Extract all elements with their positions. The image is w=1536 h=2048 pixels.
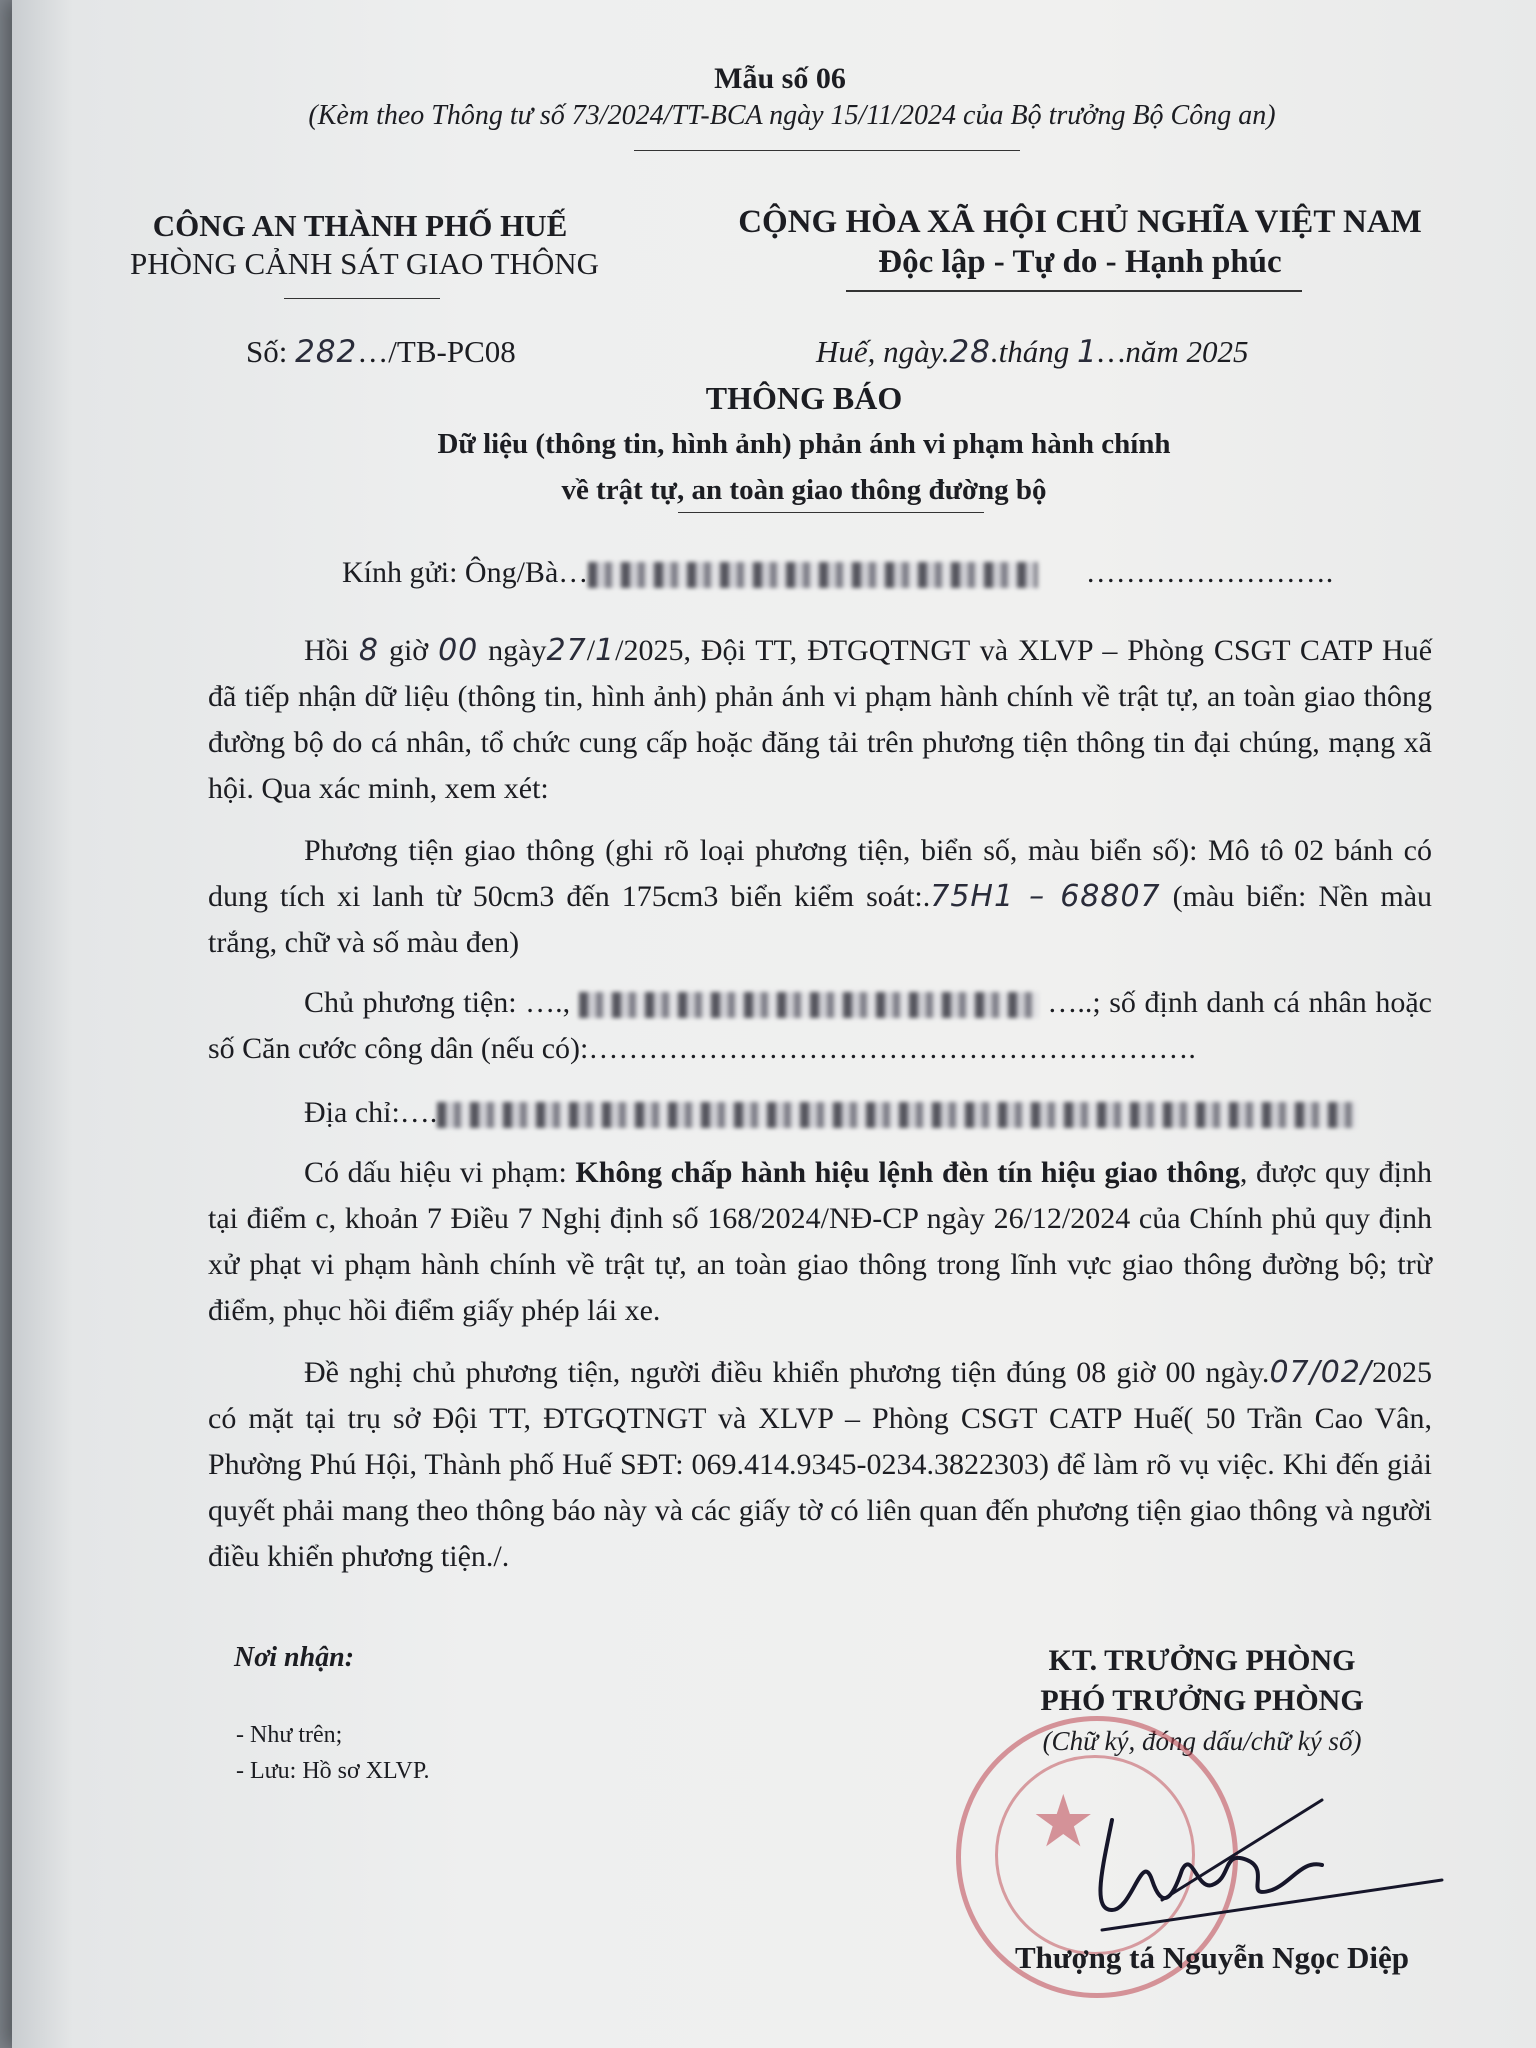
paragraph-receipt: Hồi 8 giờ 00 ngày27/1/2025, Đội TT, ĐTGQTNGT và XLVP – Phòng CSGT CATP Huế đã tiếp nhận dữ liệu (thông tin, hình ảnh) phản ánh vi phạm hành chính về trật tự, an toàn giao thông đường bộ do cá nhân, tổ chức cung cấp hoặc đăng tải trên phương tiện thông tin đại chúng, mạng xã hội. Qua xác minh, xem xét: [208,633,1433,805]
redacted-address [437,1102,1357,1128]
handwritten-signature [1072,1790,1452,1940]
agency-name: CÔNG AN THÀNH PHỐ HUẾ [152,208,568,243]
motto-underline [846,290,1302,292]
notice-title: THÔNG BÁO [705,380,903,416]
redacted-name [588,562,1038,588]
hour-handwritten: 8 [358,633,380,668]
doc-number: Số: 282…/TB-PC08 [246,334,516,370]
minute-handwritten: 00 [438,633,479,668]
form-reference: (Kèm theo Thông tư số 73/2024/TT-BCA ngày 15/11/2024 của Bộ trưởng Bộ Công an) [308,100,1276,131]
date-month-handwritten: 1 [1077,334,1098,370]
month-handwritten: 1 [595,633,616,668]
redacted-owner [579,992,1039,1018]
star-icon: ★ [1031,1779,1096,1863]
paragraph-owner: Chủ phương tiện: …., …..; số định danh cá nhân hoặc số Căn cước công dân (nếu có):……………………………………………………. [208,986,1432,1065]
violation-text: Không chấp hành hiệu lệnh đèn tín hiệu giao thông [575,1156,1240,1189]
plate-handwritten: 75H1 – 68807 [930,879,1161,914]
notice-subtitle-1: Dữ liệu (thông tin, hình ảnh) phản ánh vi phạm hành chính [437,428,1171,460]
header-divider [634,150,1020,151]
notice-subtitle-2: về trật tự, an toàn giao thông đường bộ [561,474,1047,506]
recipient-line: Kính gửi: Ông/Bà… ……………………. [342,556,1334,589]
signer-title-1: KT. TRƯỞNG PHÒNG [1048,1644,1356,1677]
paragraph-violation: Có dấu hiệu vi phạm: Không chấp hành hiệu lệnh đèn tín hiệu giao thông, được quy định tại điểm c, khoản 7 Điều 7 Nghị định số 168/2024/NĐ-CP ngày 26/12/2024 của Chính phủ quy định xử phạt vi phạm hành chính về trật tự, an toàn giao thông trong lĩnh vực giao thông đường bộ; trừ điểm, phục hồi điểm giấy phép lái xe. [208,1156,1433,1327]
signature-note: (Chữ ký, đóng dấu/chữ ký số) [1042,1726,1362,1756]
national-motto: Độc lập - Tự do - Hạnh phúc [878,244,1282,280]
title-underline [678,512,984,513]
doc-number-handwritten: 282 [295,334,358,370]
agency-department: PHÒNG CẢNH SÁT GIAO THÔNG [130,246,600,281]
day-handwritten: 27 [546,633,587,668]
paragraph-request: Đề nghị chủ phương tiện, người điều khiển phương tiện đúng 08 giờ 00 ngày.07/02/2025 có mặt tại trụ sở Đội TT, ĐTGQTNGT và XLVP – Phòng CSGT CATP Huế( 50 Trần Cao Vân, Phường Phú Hội, Thành phố Huế SĐT: 069.414.9345-0234.3822303) để làm rõ vụ việc. Khi đến giải quyết phải mang theo thông báo này và các giấy tờ có liên quan đến phương tiện giao thông và người điều khiển phương tiện./. [208,1355,1432,1573]
recipients-item-2: - Lưu: Hồ sơ XLVP. [236,1758,430,1784]
appointment-date-handwritten: 07/02/ [1269,1355,1372,1390]
document-page [12,0,1536,2048]
signer-name: Thượng tá Nguyễn Ngọc Diệp [1014,1940,1410,1975]
agency-underline [284,298,440,299]
signer-title-2: PHÓ TRƯỞNG PHÒNG [1040,1684,1364,1717]
date-day-handwritten: 28 [949,334,991,370]
national-title: CỘNG HÒA XÃ HỘI CHỦ NGHĨA VIỆT NAM [738,204,1422,240]
paragraph-address: Địa chỉ:…. [208,1090,1432,1136]
recipients-item-1: - Như trên; [236,1722,343,1748]
recipients-label: Nơi nhận: [234,1642,355,1673]
paragraph-vehicle: Phương tiện giao thông (ghi rõ loại phương tiện, biển số, màu biển số): Mô tô 02 bánh có dung tích xi lanh từ 50cm3 đến 175cm3 biển kiểm soát:.75H1 – 68807 (màu biển: Nền màu trắng, chữ và số màu đen) [208,834,1433,959]
doc-date: Huế, ngày.28.tháng 1…năm 2025 [816,334,1249,370]
form-number: Mẫu số 06 [714,62,846,95]
